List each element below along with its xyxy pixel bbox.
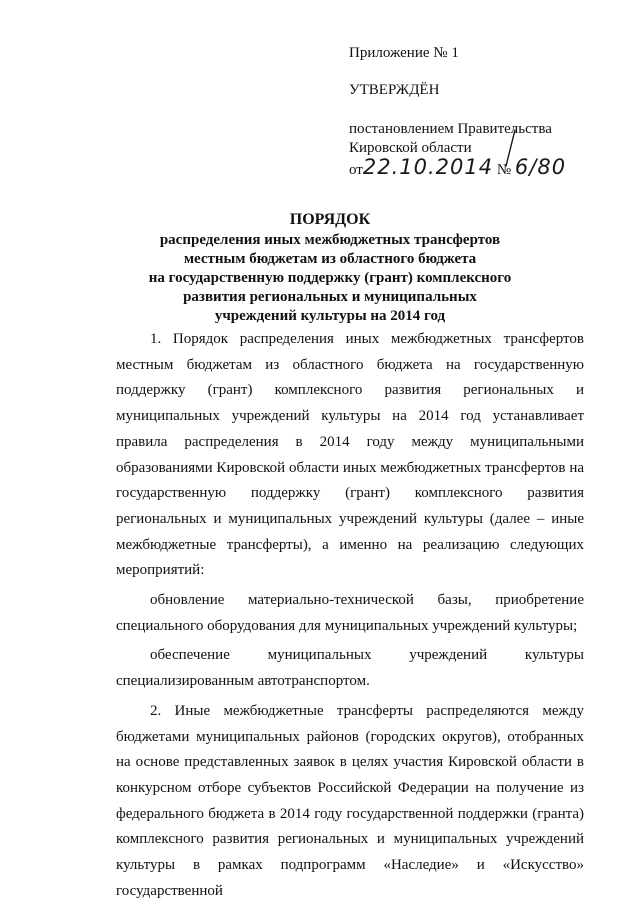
handwritten-slash-mark — [503, 128, 517, 168]
title-line: учреждений культуры на 2014 год — [214, 308, 446, 324]
handwritten-number: 6/80 — [514, 155, 567, 179]
list-item-transport: обеспечение муниципальных учреждений культуры специализированным автотранспортом. — [116, 647, 584, 690]
handwritten-date: 22.10.2014 — [362, 155, 494, 179]
number-prefix: № — [496, 162, 512, 178]
approval-block — [349, 44, 609, 180]
document-body — [116, 327, 584, 904]
region-label: Кировской области — [349, 140, 472, 156]
title-line: на государственную поддержку (грант) комплексного — [148, 270, 512, 286]
resolution-label: постановлением Правительства — [349, 121, 552, 137]
paragraph-2: 2. Иные межбюджетные трансферты распределяются между бюджетами муниципальных районов (городских округов), отобранных на основе представленных заявок в целях участия Кировской области в конкурсном отборе субъектов Российской Федерации на получение из федерального бюджета в 2014 году государственной поддержки (гранта) комплексного развития региональных и муниципальных учреждений культуры в рамках подпрограмм «Наследие» и «Искусство» государственной — [116, 702, 584, 899]
title-line: местным бюджетам из областного бюджета — [183, 251, 477, 267]
list-item-equipment: обновление материально-технической базы, приобретение специального оборудования для муниципальных учреждений культуры; — [116, 592, 584, 634]
title-line: распределения иных межбюджетных трансфертов — [159, 232, 501, 248]
approved-label: УТВЕРЖДЁН — [349, 82, 440, 98]
resolution-date-line — [349, 155, 609, 180]
title-heading: ПОРЯДОК — [289, 211, 371, 228]
document-title — [100, 210, 560, 326]
title-line: развития региональных и муниципальных — [183, 289, 477, 305]
paragraph-1: 1. Порядок распределения иных межбюджетных трансфертов местным бюджетам из областного бюджета на государственную поддержку (грант) комплексного развития региональных и муниципальных учреждений культуры на 2014 год устанавливает правила распределения в 2014 году между муниципальными образованиями Кировской области иных межбюджетных трансфертов на государственную поддержку (грант) комплексного развития региональных и муниципальных учреждений культуры (далее – иные межбюджетные трансферты), а именно на реализацию следующих мероприятий: — [116, 331, 584, 579]
date-prefix: от — [349, 162, 363, 178]
appendix-label: Приложение № 1 — [349, 45, 459, 61]
